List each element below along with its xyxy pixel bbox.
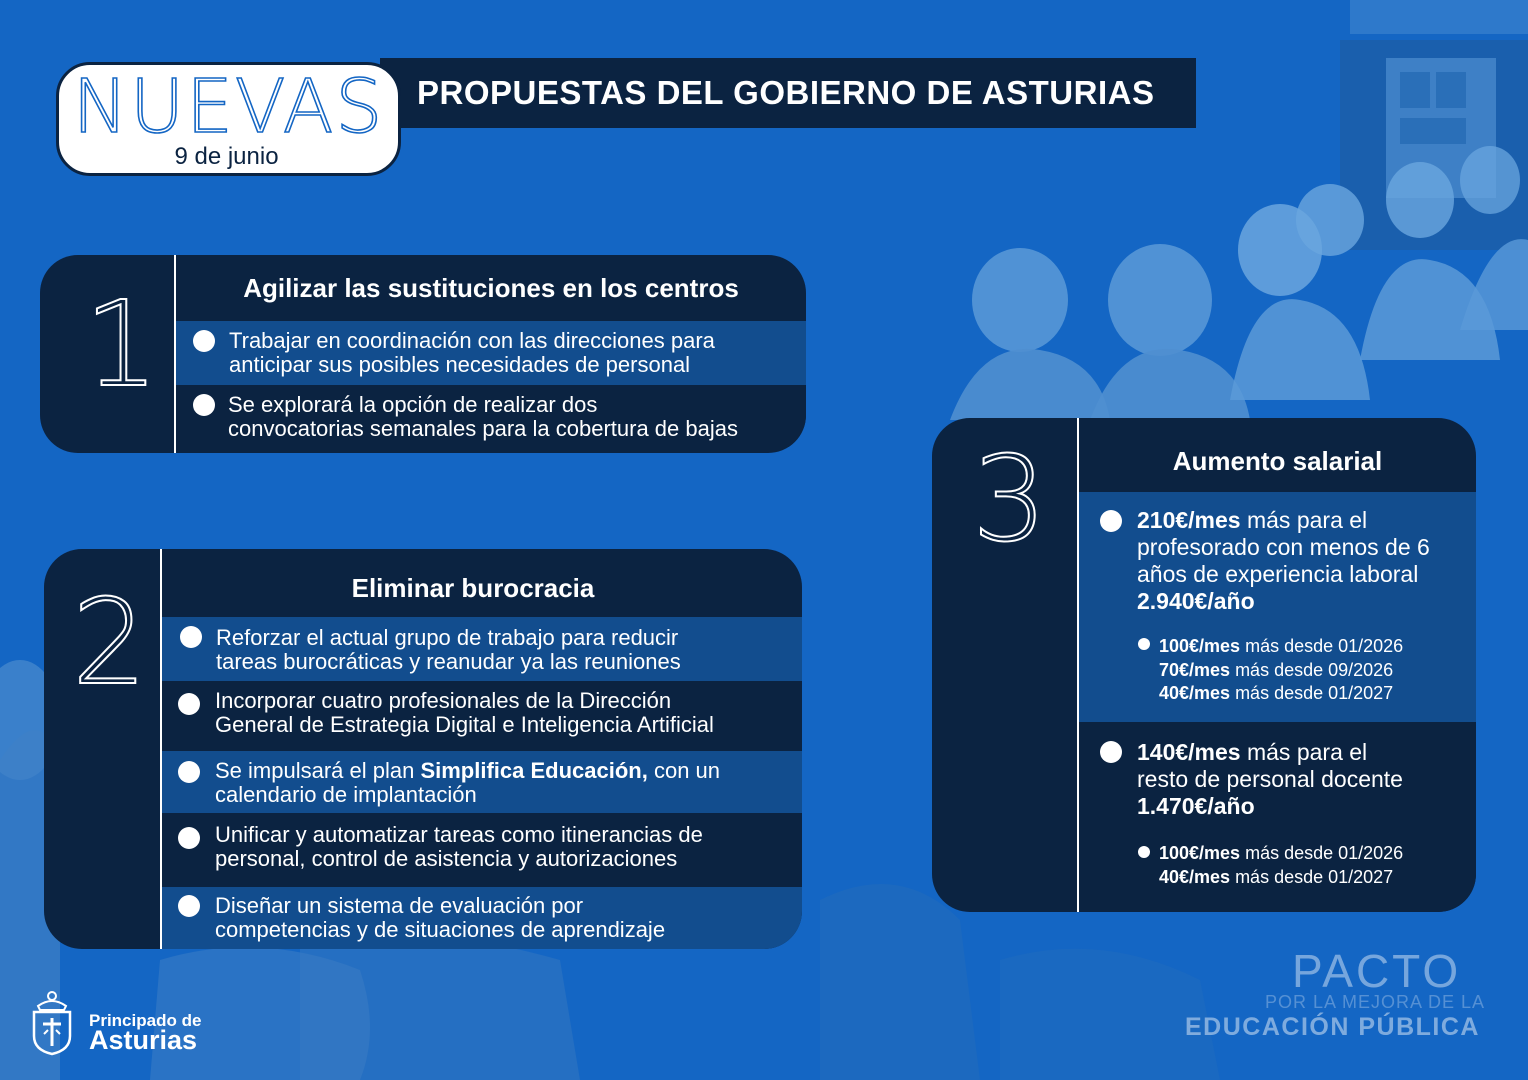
list-item-text: Reforzar el actual grupo de trabajo para reducir xyxy=(216,625,679,650)
badge-date: 9 de junio xyxy=(174,143,279,170)
step-amount: 40€/mes xyxy=(1159,683,1231,703)
salary-steps xyxy=(1159,635,1403,706)
salary-steps xyxy=(1159,842,1403,889)
pacto-logo-ed: EDUCACIÓN PÚBLICA xyxy=(1185,1013,1480,1041)
card-title: Eliminar burocracia xyxy=(351,573,595,603)
list-item-text: personal, control de asistencia y autorizaciones xyxy=(215,846,678,871)
card-title: Agilizar las sustituciones en los centros xyxy=(243,273,739,303)
proposal-card-3 xyxy=(932,418,1476,912)
proposal-card-1 xyxy=(40,255,806,453)
list-item-text: Se explorará la opción de realizar dos xyxy=(228,392,598,417)
salary-text: más para el xyxy=(1240,739,1368,765)
step-amount: 70€/mes xyxy=(1159,659,1231,680)
pacto-logo-word: PACTO xyxy=(1292,945,1462,997)
salary-amount: 210€/mes xyxy=(1137,507,1241,533)
bullet-icon xyxy=(1138,638,1150,650)
step-text: más desde 09/2026 xyxy=(1230,659,1394,680)
salary-annual: 2.940€/año xyxy=(1137,588,1255,614)
bullet-icon xyxy=(1138,846,1150,858)
salary-annual: 1.470€/año xyxy=(1137,793,1255,819)
plan-name: Simplifica Educación, xyxy=(420,758,648,783)
step-amount: 40€/mes xyxy=(1159,866,1231,887)
bullet-icon xyxy=(193,394,215,416)
step-text: más desde 01/2026 xyxy=(1240,636,1404,656)
list-item-text: competencias y de situaciones de aprendizaje xyxy=(215,917,666,942)
salary-text: años de experiencia laboral xyxy=(1137,561,1419,587)
bullet-icon xyxy=(1100,741,1122,763)
list-item xyxy=(176,385,806,447)
card-number: 3 xyxy=(972,430,1048,568)
step-text: más desde 01/2027 xyxy=(1230,683,1394,703)
list-item-text: convocatorias semanales para la cobertura de bajas xyxy=(228,416,738,441)
asturias-shield-icon xyxy=(30,990,74,1056)
salary-item xyxy=(1079,722,1476,912)
salary-text: profesorado con menos de 6 xyxy=(1137,534,1430,560)
bullet-icon xyxy=(178,827,200,849)
card-number: 1 xyxy=(84,275,160,413)
bullet-icon xyxy=(178,761,200,783)
step-amount: 100€/mes xyxy=(1159,636,1241,656)
list-item xyxy=(162,887,802,949)
step-amount: 100€/mes xyxy=(1159,843,1241,863)
list-item xyxy=(176,321,806,385)
salary-text: resto de personal docente xyxy=(1137,766,1403,792)
bullet-icon xyxy=(180,626,202,648)
step-text: más desde 01/2027 xyxy=(1230,866,1394,887)
list-item-text: Trabajar en coordinación con las direcciones para xyxy=(229,328,715,353)
page-title: PROPUESTAS DEL GOBIERNO DE ASTURIAS xyxy=(417,74,1155,111)
card-number: 2 xyxy=(72,573,148,711)
bullet-icon xyxy=(1100,510,1122,532)
step-text: más desde 01/2026 xyxy=(1240,843,1404,863)
salary-item xyxy=(1079,492,1476,722)
list-item-text: anticipar sus posibles necesidades de personal xyxy=(229,352,691,377)
salary-text: más para el xyxy=(1240,507,1368,533)
nuevas-badge xyxy=(56,62,401,176)
logo-line2: Asturias xyxy=(89,1025,198,1055)
bullet-icon xyxy=(178,895,200,917)
card-title: Aumento salarial xyxy=(1172,446,1383,476)
pacto-logo-subline: POR LA MEJORA DE LA xyxy=(1265,992,1486,1012)
list-item-text: Unificar y automatizar tareas como itinerancias de xyxy=(215,822,703,847)
badge-word: NUEVAS xyxy=(72,64,385,150)
salary-amount: 140€/mes xyxy=(1137,739,1241,765)
logo-line1: Principado de xyxy=(89,1011,202,1030)
bullet-icon xyxy=(178,693,200,715)
list-item-text: tareas burocráticas y reanudar ya las reuniones xyxy=(216,649,681,674)
list-item-text: Se impulsará el plan xyxy=(215,758,421,783)
list-item-text: Diseñar un sistema de evaluación por xyxy=(215,893,584,918)
list-item-text: General de Estrategia Digital e Inteligencia Artificial xyxy=(215,712,714,737)
list-item xyxy=(162,617,802,681)
list-item-text: Incorporar cuatro profesionales de la Dirección xyxy=(215,688,672,713)
list-item xyxy=(162,681,802,751)
list-item xyxy=(162,751,802,813)
list-item-text: con un xyxy=(647,758,721,783)
list-item-text: calendario de implantación xyxy=(215,782,477,807)
bullet-icon xyxy=(193,330,215,352)
proposal-card-2 xyxy=(44,549,802,949)
list-item xyxy=(162,813,802,887)
